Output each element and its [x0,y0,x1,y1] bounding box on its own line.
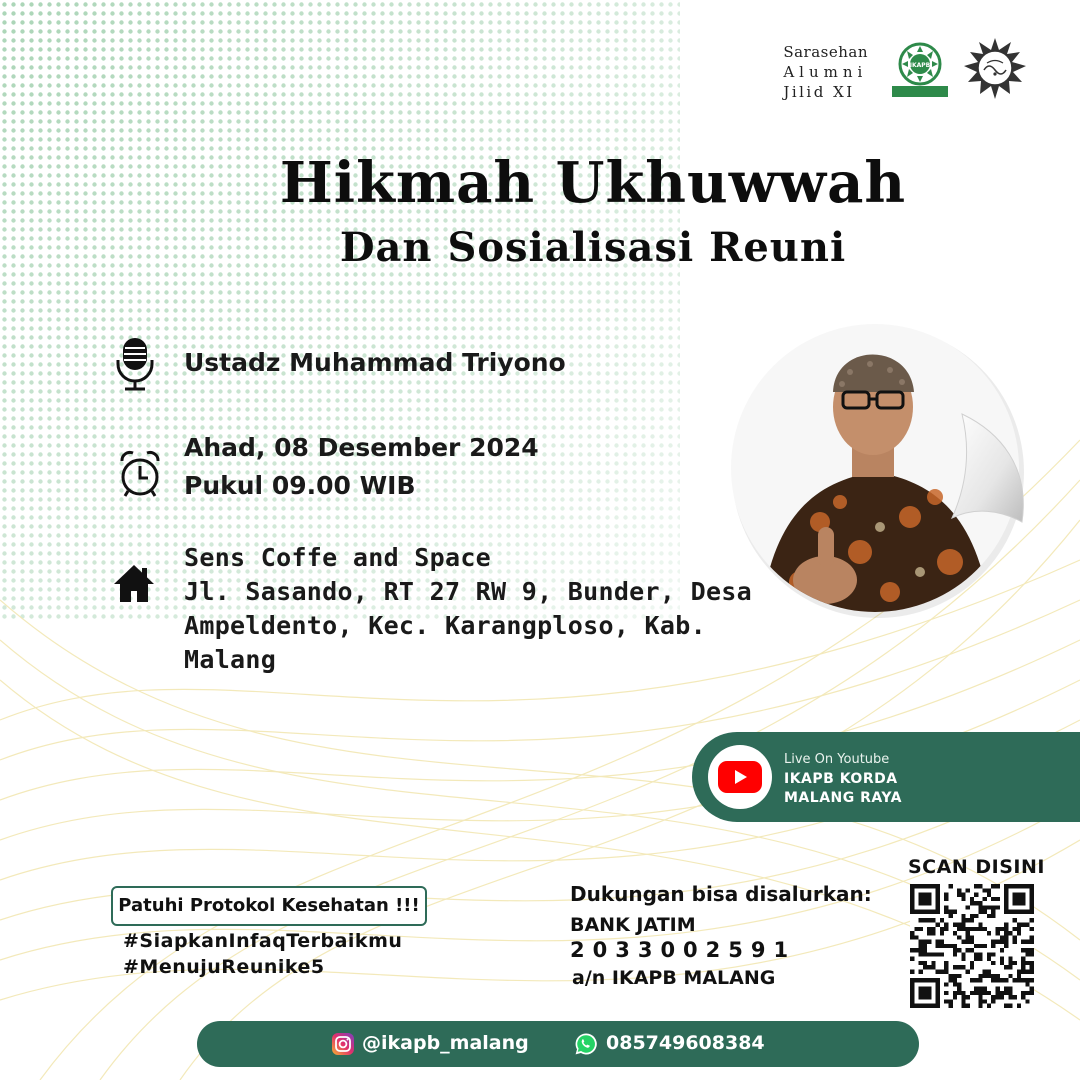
venue-address-line-2: Ampeldento, Kec. Karangploso, Kab. [184,611,706,640]
hashtag-1: #SiapkanInfaqTerbaikmu [123,930,403,952]
event-date: Ahad, 08 Desember 2024 [184,433,539,462]
persis-logo [960,36,1030,102]
hashtag-2: #MenujuReunike5 [123,956,325,978]
event-time: Pukul 09.00 WIB [184,471,416,500]
qr-code[interactable] [910,884,1034,1008]
speaker-name: Ustadz Muhammad Triyono [184,348,566,377]
microphone-icon [113,336,157,392]
bank-name: BANK JATIM [570,914,696,936]
event-series-label [783,42,868,102]
series-line-2: Alumni [783,63,868,81]
logo-badge-text: IKAPB [909,62,931,69]
health-protocol-notice: Patuhi Protokol Kesehatan !!! [111,886,427,926]
event-subtitle: Dan Sosialisasi Reuni [339,224,847,271]
bank-account-holder: a/n IKAPB MALANG [572,967,776,989]
youtube-channel-name [784,770,902,808]
ikapb-logo [890,42,950,98]
donation-heading: Dukungan bisa disalurkan: [570,882,872,906]
speaker-photo [730,322,1050,622]
venue-address-line-3: Malang [184,645,277,674]
alarm-clock-icon [118,446,162,502]
youtube-icon [718,761,762,793]
whatsapp-icon [574,1032,598,1056]
contact-footer [197,1021,919,1067]
venue-address-line-1: Jl. Sasando, RT 27 RW 9, Bunder, Desa [184,577,752,606]
whatsapp-number[interactable]: 085749608384 [606,1032,765,1054]
home-icon [112,556,156,612]
bank-account-number: 2033002591 [570,938,797,962]
youtube-channel-line-2: MALANG RAYA [784,790,903,806]
instagram-handle[interactable]: @ikapb_malang [362,1032,529,1054]
venue-name: Sens Coffe and Space [184,543,492,572]
instagram-icon [332,1033,354,1055]
youtube-channel-line-1: IKAPB KORDA [784,771,898,787]
scan-label: SCAN DISINI [908,856,1045,878]
event-title: Hikmah Ukhuwwah [279,150,907,216]
youtube-caption: Live On Youtube [784,752,890,767]
series-line-3: Jilid XI [783,83,855,101]
series-line-1: Sarasehan [783,43,868,61]
